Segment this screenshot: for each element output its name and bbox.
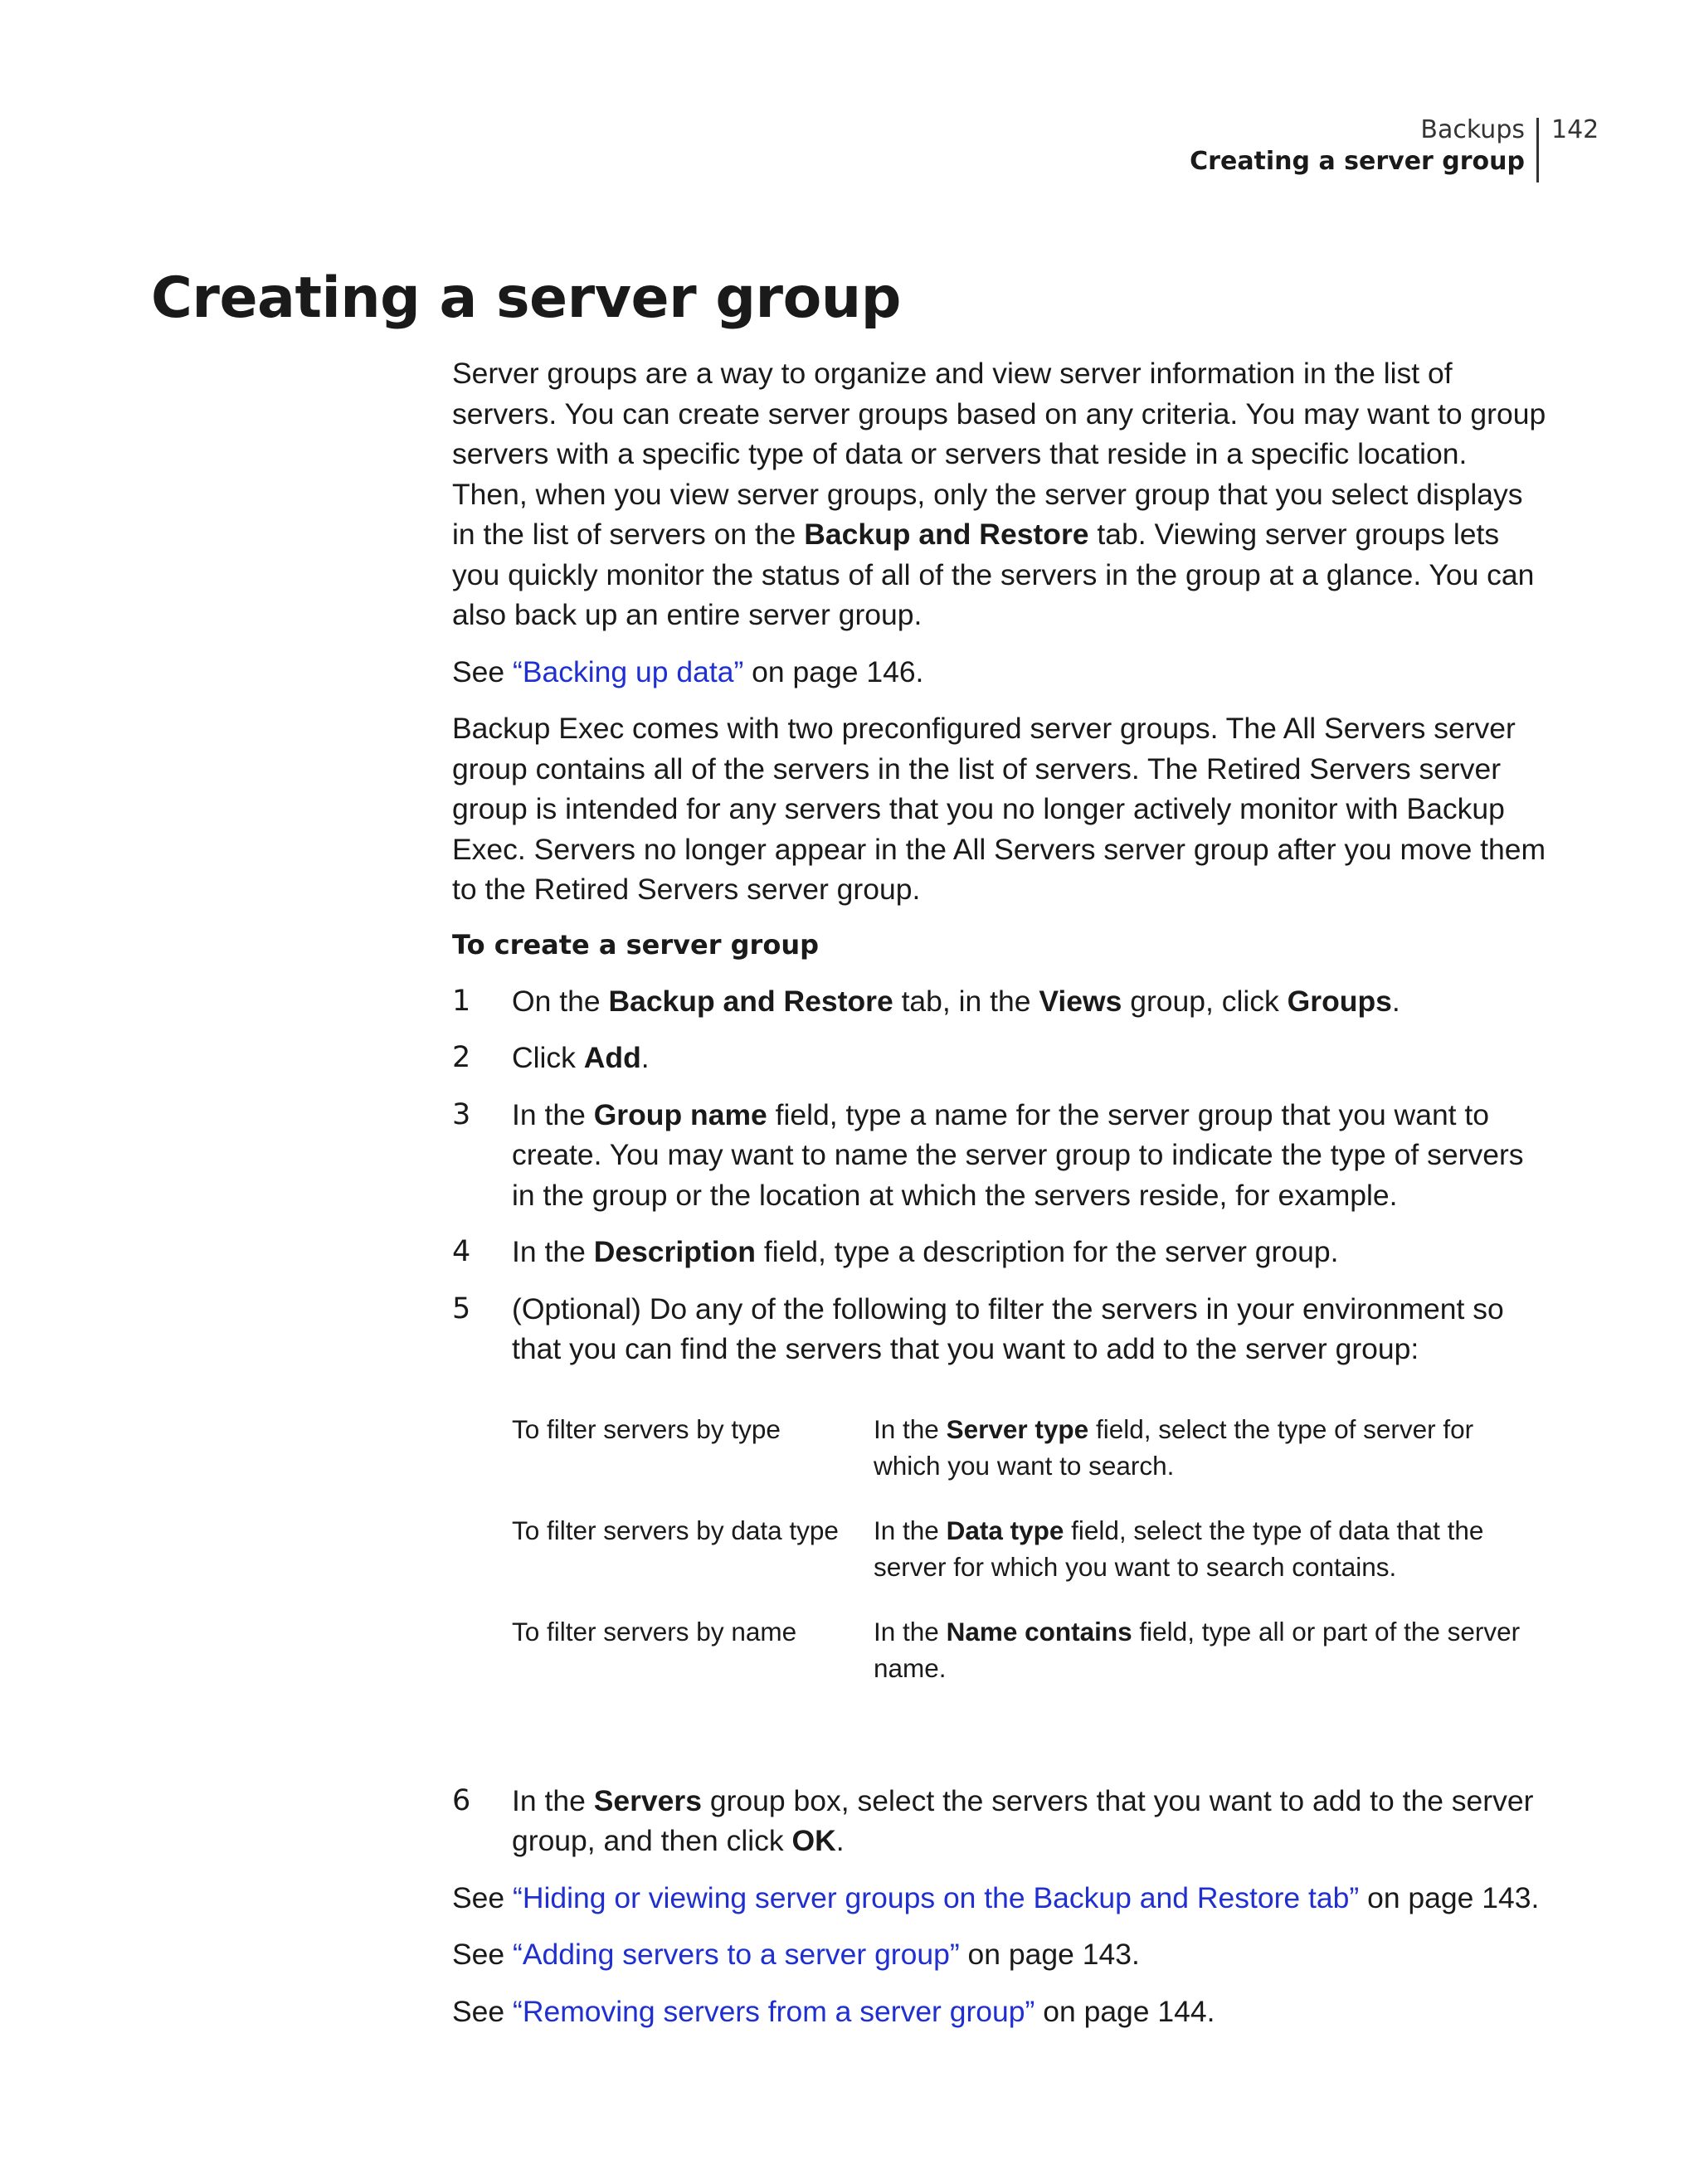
step-number: 4 (452, 1235, 471, 1268)
procedure-steps-continued (452, 1781, 1547, 1861)
step-3: 3 In the Group name field, type a name for the server group that you want to create. You may want to name the server group to indicate the type of servers in the group or the location at which the servers reside, for example. (452, 1095, 1547, 1216)
link-adding-servers[interactable]: “Adding servers to a server group” (513, 1938, 960, 1971)
step-number: 3 (452, 1097, 471, 1131)
preconfigured-groups-paragraph: Backup Exec comes with two preconfigured server groups. The All Servers server group contains all of the servers in the list of servers. The Retired Servers server group is intended for any servers that you no longer actively monitor with Backup Exec. Servers no longer appear in the All Servers server group after you move them to the Retired Servers server group. (452, 712, 1546, 906)
table-row (512, 1512, 1521, 1613)
see-also-removing-servers: See “Removing servers from a server group” on page 144. (452, 1994, 1215, 2028)
header-divider (1536, 118, 1539, 182)
filter-description: In the Server type field, select the type of server for which you want to search. (874, 1413, 1474, 1481)
step-5: 5 (Optional) Do any of the following to filter the servers in your environment so that you can find the servers that you want to add to the server group: (452, 1289, 1547, 1369)
filter-label: To filter servers by data type (512, 1515, 839, 1545)
filter-description: In the Name contains field, type all or part of the server name. (874, 1616, 1521, 1683)
filter-description: In the Data type field, select the type of data that the server for which you want to search contains. (874, 1515, 1484, 1582)
step-number: 6 (452, 1783, 471, 1817)
see-also-adding-servers: See “Adding servers to a server group” on page 143. (452, 1938, 1140, 1971)
step-number: 5 (452, 1291, 471, 1325)
procedure-steps (452, 981, 1547, 1369)
step-number: 1 (452, 984, 471, 1018)
procedure-title: To create a server group (452, 928, 819, 961)
step-4: 4 In the Description field, type a description for the server group. (452, 1232, 1547, 1272)
running-header (1190, 114, 1525, 178)
filter-label: To filter servers by type (512, 1413, 781, 1444)
page-title: Creating a server group (151, 265, 901, 331)
header-section: Backups (1420, 115, 1525, 144)
step-6: 6 In the Servers group box, select the servers that you want to add to the server group, and then click OK. (452, 1781, 1547, 1861)
step-1: 1 On the Backup and Restore tab, in the Views group, click Groups. (452, 981, 1547, 1022)
table-row (512, 1613, 1521, 1715)
step-2: 2 Click Add. (452, 1038, 1547, 1078)
link-hiding-viewing-groups[interactable]: “Hiding or viewing server groups on the Backup and Restore tab” (513, 1880, 1360, 1914)
header-subsection: Creating a server group (1190, 147, 1525, 176)
filter-options-table (512, 1411, 1521, 1715)
link-removing-servers[interactable]: “Removing servers from a server group” (513, 1994, 1035, 2028)
link-backing-up-data[interactable]: “Backing up data” (513, 654, 744, 688)
table-row (512, 1411, 1521, 1512)
main-content (452, 353, 1547, 2048)
see-also-hiding-viewing: See “Hiding or viewing server groups on the Backup and Restore tab” on page 143. (452, 1880, 1540, 1914)
filter-label: To filter servers by name (512, 1616, 797, 1647)
page-number: 142 (1551, 115, 1599, 144)
step-number: 2 (452, 1041, 471, 1074)
see-backing-up-data: See “Backing up data” on page 146. (452, 654, 924, 688)
intro-paragraph: Server groups are a way to organize and view server information in the list of servers. You can create server groups based on any criteria. You may want to group servers with a specific type of data or servers that reside in a specific location. Then, when you view server groups, only the server group that you select displays in the list of servers on the Backup and Restore tab. Viewing server groups lets you quickly monitor the status of all of the servers in the group at a glance. You can also back up an entire server group. (452, 357, 1546, 631)
